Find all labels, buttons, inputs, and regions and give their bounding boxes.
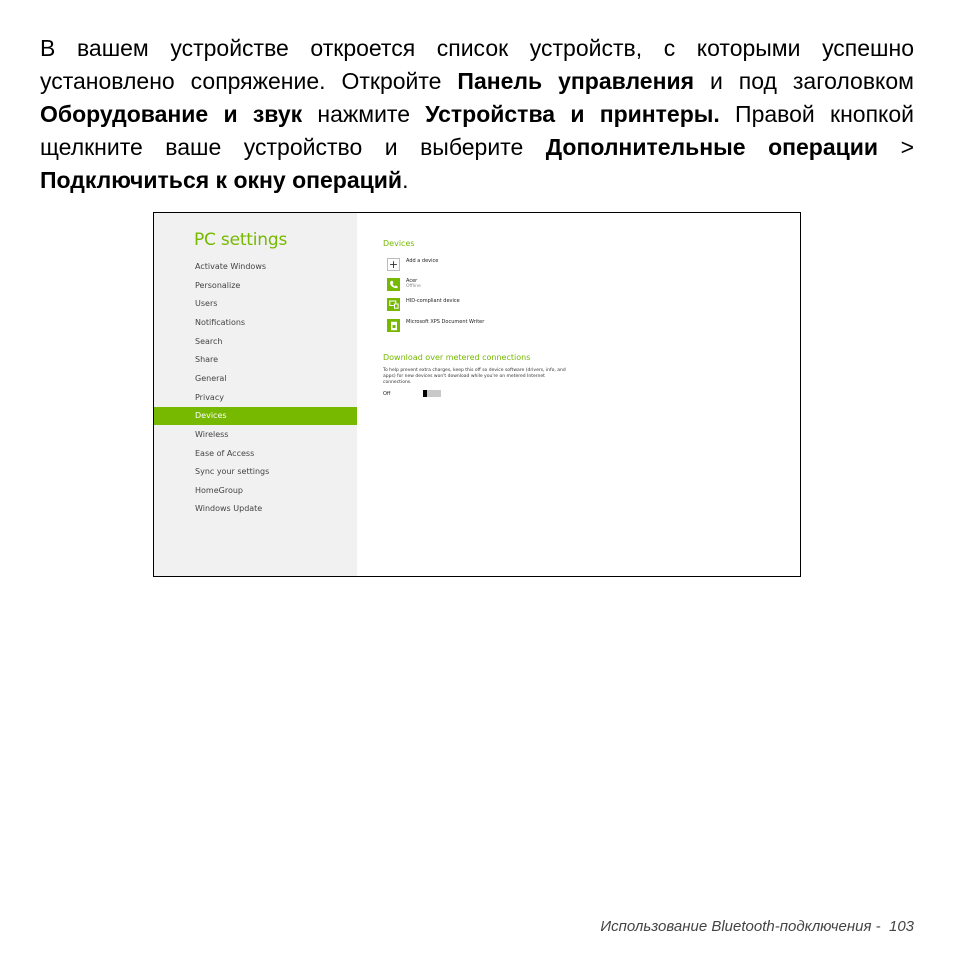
sidebar-item-windows-update[interactable]: Windows Update xyxy=(195,504,263,514)
para-text-6: . xyxy=(402,167,409,193)
metered-heading: Download over metered connections xyxy=(383,353,531,362)
sidebar-item-personalize[interactable]: Personalize xyxy=(195,280,241,290)
printer-icon xyxy=(387,319,400,332)
sidebar-item-activate-windows[interactable]: Activate Windows xyxy=(195,262,267,271)
sidebar-item-share[interactable]: Share xyxy=(195,355,219,365)
sidebar-item-users[interactable]: Users xyxy=(195,299,218,309)
sidebar-item-wireless[interactable]: Wireless xyxy=(195,429,229,439)
sidebar-item-notifications[interactable]: Notifications xyxy=(195,317,246,327)
pc-settings-screenshot xyxy=(153,212,801,577)
sidebar-item-search[interactable]: Search xyxy=(195,336,223,346)
para-text-4: Правой кнопкой щелкните ваше устройство и выберите xyxy=(40,101,914,160)
plus-icon: + xyxy=(388,258,399,271)
device-name: Acer xyxy=(406,278,418,284)
device-status: Offline xyxy=(406,284,421,289)
metered-description: To help prevent extra charges, keep this off so device software (drivers, info, and apps) for new devices won't download while you're on metered Internet connections. xyxy=(383,368,566,385)
para-bold-hardware-sound: Оборудование и звук xyxy=(40,101,303,127)
sidebar-item-general[interactable]: General xyxy=(195,373,227,383)
device-name: Add a device xyxy=(406,258,439,264)
para-bold-advanced-ops: Дополнительные операции xyxy=(545,134,879,160)
para-text-3: нажмите xyxy=(302,101,426,127)
sidebar-title: PC settings xyxy=(194,230,288,250)
toggle-knob xyxy=(423,390,427,397)
metered-toggle[interactable] xyxy=(423,390,441,397)
device-name: Microsoft XPS Document Writer xyxy=(406,319,485,325)
para-text-5: > xyxy=(878,134,914,160)
device-icon xyxy=(387,298,400,311)
sidebar-item-homegroup[interactable]: HomeGroup xyxy=(195,485,243,495)
devices-heading: Devices xyxy=(383,239,415,248)
para-bold-devices-printers: Устройства и принтеры. xyxy=(425,101,720,127)
sidebar-item-ease-of-access[interactable]: Ease of Access xyxy=(195,448,255,458)
settings-main xyxy=(357,213,800,576)
page-footer: Использование Bluetooth-подключения - 103 xyxy=(600,918,914,935)
para-text-1: В вашем устройстве откроется список устройств, с которыми успешно установлено сопряжение. Откройте xyxy=(40,35,914,94)
instruction-paragraph xyxy=(40,32,914,197)
sidebar-item-devices[interactable]: Devices xyxy=(154,407,357,425)
sidebar-item-sync-your-settings[interactable]: Sync your settings xyxy=(195,467,270,477)
para-bold-connect-window: Подключиться к окну операций xyxy=(40,167,403,193)
sidebar-item-privacy[interactable]: Privacy xyxy=(195,392,224,402)
device-name: HID-compliant device xyxy=(406,298,460,304)
para-text-2: и под заголовком xyxy=(694,68,914,94)
toggle-state-label: Off xyxy=(383,391,391,397)
para-bold-control-panel: Панель управления xyxy=(457,68,695,94)
phone-icon xyxy=(387,278,400,291)
settings-sidebar xyxy=(154,213,357,576)
